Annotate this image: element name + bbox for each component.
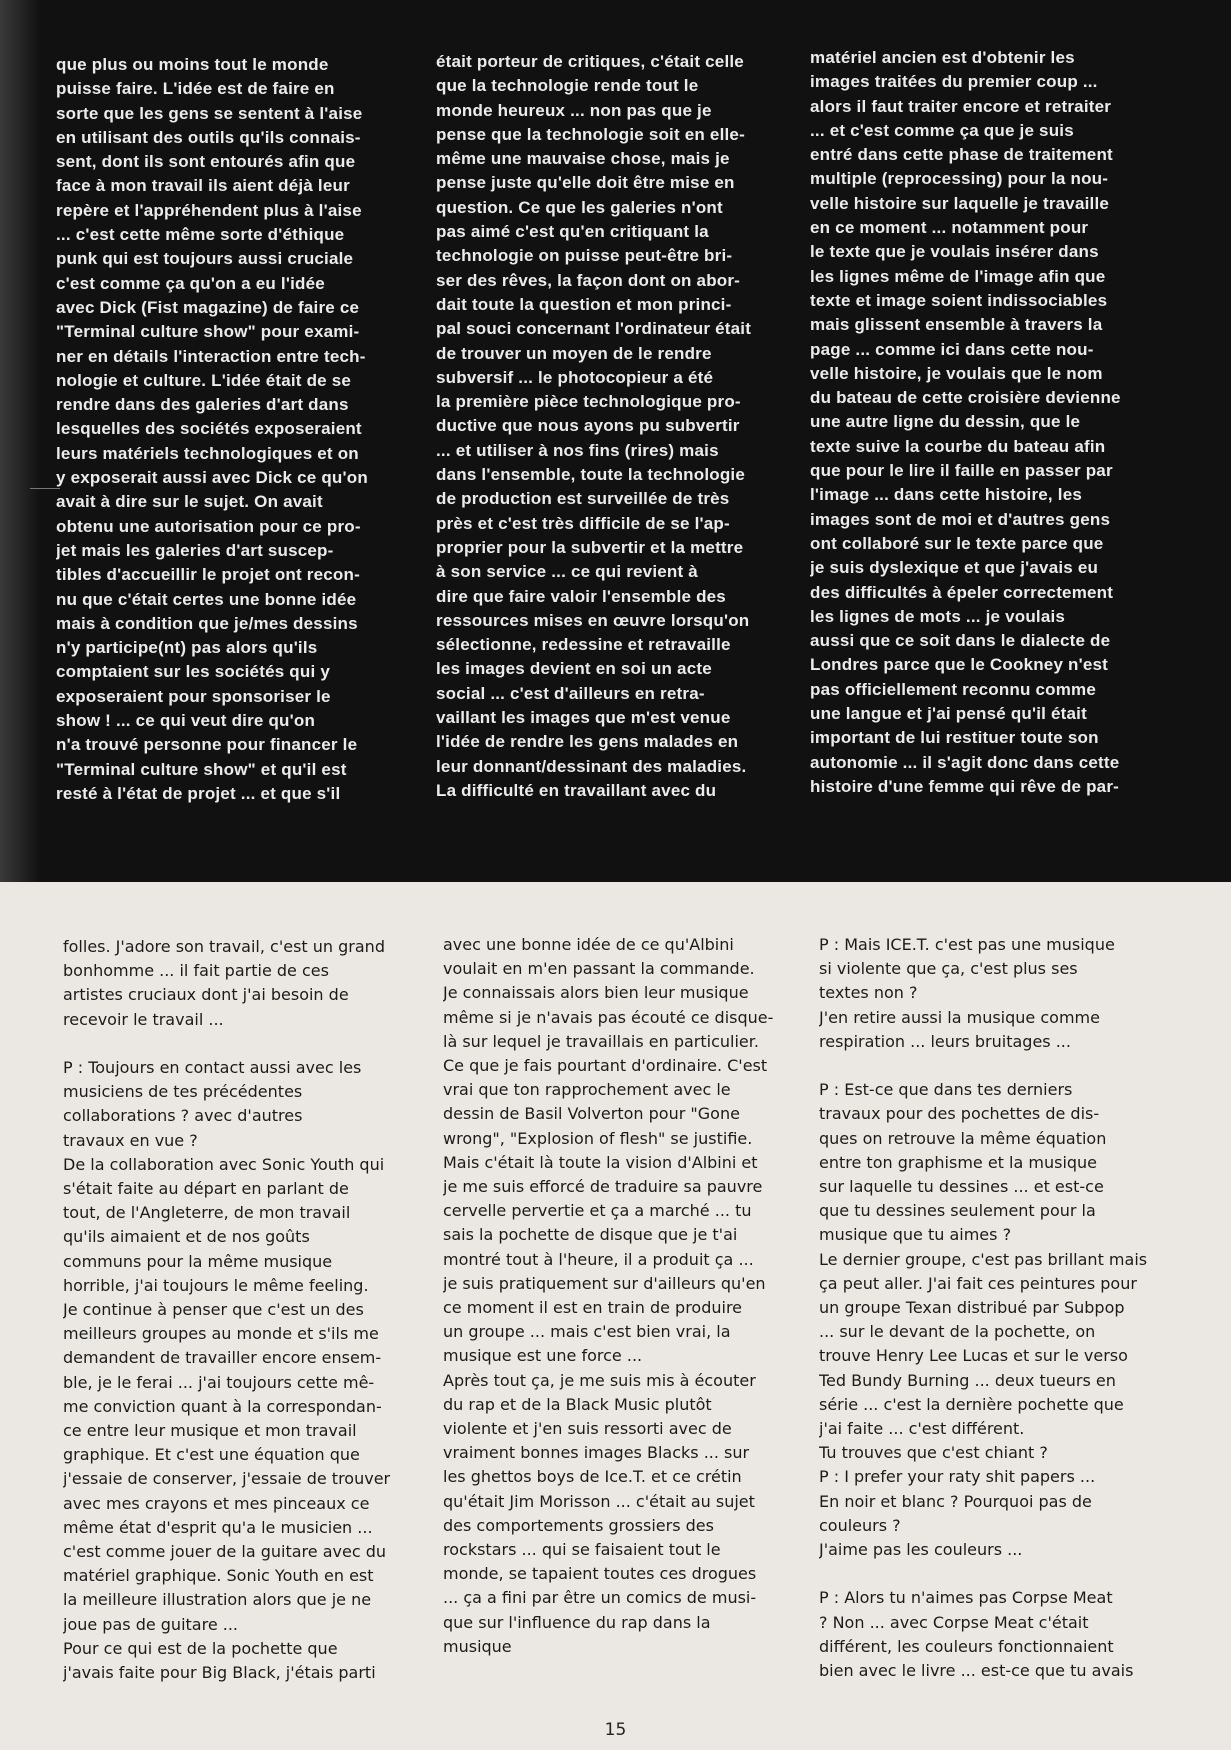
top-column-3: matériel ancien est d'obtenir les images traitées du premier coup ... alors il faut traiter encore et retraiter ... et c'est comme ça que je suis entré dans cette phase de traitement multiple (reprocessing) pour la nou- velle histoire sur laquelle je travaille en ce moment ... notamment pour le texte que je voulais insérer dans les lignes même de l'image afin que texte et image soient indissociables mais glissent ensemble à travers la page ... comme ici dans cette nou- velle histoire, je voulais que le nom du bateau de cette croisière devienne une autre ligne du dessin, que le texte suive la courbe du bateau afin que pour le lire il faille en passer par l'image ... dans cette histoire, les images sont de moi et d'autres gens ont collaboré sur le texte parce que je suis dyslexique et que j'avais eu des difficultés à épeler correctement les lignes de mots ... je voulais aussi que ce soit dans le dialecte de Londres parce que le Cookney n'est pas officiellement reconnu comme une langue et j'ai pensé qu'il était important de lui restituer toute son autonomie ... il s'agit donc dans cette histoire d'une femme qui rêve de par- [810, 48, 1121, 796]
top-column-2: était porteur de critiques, c'était celle que la technologie rende tout le monde heureux ... non pas que je pense que la technologie soit en elle- même une mauvaise chose, mais je pense juste qu'elle doit être mise en question. Ce que les galeries n'ont pas aimé c'est qu'en critiquant la technologie on puisse peut-être bri- ser des rêves, la façon dont on abor- dait toute la question et mon princi- pal souci concernant l'ordinateur était de trouver un moyen de le rendre subversif ... le photocopieur a été la première pièce technologique pro- ductive que nous ayons pu subvertir ... et utiliser à nos fins (rires) mais dans l'ensemble, toute la technologie de production est surveillée de très près et c'est très difficile de se l'ap- proprier pour la subvertir et la mettre à son service ... ce qui revient à dire que faire valoir l'ensemble des ressources mises en œuvre lorsqu'on sélectionne, redessine et retravaille les images devient en soi un acte social ... c'est d'ailleurs en retra- vaillant les images que m'est venue l'idée de rendre les gens malades en leur donnant/dessinant des maladies. La difficulté en travaillant avec du [436, 52, 752, 800]
top-column-1: que plus ou moins tout le monde puisse faire. L'idée est de faire en sorte que les gens se sentent à l'aise en utilisant des outils qu'ils connais- sent, dont ils sont entourés afin que face à mon travail ils aient déjà leur repère et l'appréhendent plus à l'aise ... c'est cette même sorte d'éthique punk qui est toujours aussi cruciale c'est comme ça qu'on a eu l'idée avec Dick (Fist magazine) de faire ce "Terminal culture show" pour exami- ner en détails l'interaction entre tech- nologie et culture. L'idée était de se rendre dans des galeries d'art dans lesquelles des sociétés exposeraient leurs matériels technologiques et on y exposerait aussi avec Dick ce qu'on avait à dire sur le sujet. On avait obtenu une autorisation pour ce pro- jet mais les galeries d'art suscep- tibles d'accueillir le projet ont recon- nu que c'était certes une bonne idée mais à condition que je/mes dessins n'y participe(nt) pas alors qu'ils comptaient sur les sociétés qui y exposeraient pour sponsoriser le show ! ... ce qui veut dire qu'on n'a trouvé personne pour financer le "Terminal culture show" et qu'il est resté à l'état de projet ... et que s'il [56, 55, 368, 803]
bottom-column-3: P : Mais ICE.T. c'est pas une musique si violente que ça, c'est plus ses textes non ? J'en retire aussi la musique comme respiration ... leurs bruitages ... P : Est-ce que dans tes derniers travaux pour des pochettes de dis- ques on retrouve la même équation entre ton graphisme et la musique sur laquelle tu dessines ... et est-ce que tu dessines seulement pour la musique que tu aimes ? Le dernier groupe, c'est pas brillant mais ça peut aller. J'ai fait ces peintures pour un groupe Texan distribué par Subpop ... sur le devant de la pochette, on trouve Henry Lee Lucas et sur le verso Ted Bundy Burning ... deux tueurs en série ... c'est la dernière pochette que j'ai faite ... c'est différent. Tu trouves que c'est chiant ? P : I prefer your raty shit papers ... En noir et blanc ? Pourquoi pas de couleurs ? J'aime pas les couleurs ... P : Alors tu n'aimes pas Corpse Meat ? Non ... avec Corpse Meat c'était différent, les couleurs fonctionnaient bien avec le livre ... est-ce que tu avais [819, 935, 1148, 1681]
page-number: 15 [604, 1720, 627, 1740]
bottom-column-2: avec une bonne idée de ce qu'Albini voulait en m'en passant la commande. Je connaissais alors bien leur musique même si je n'avais pas écouté ce disque- là sur lequel je travaillais en particulier. Ce que je fais pourtant d'ordinaire. C'est vrai que ton rapprochement avec le dessin de Basil Volverton pour "Gone wrong", "Explosion of flesh" se justifie. Mais c'était là toute la vision d'Albini et je me suis efforcé de traduire sa pauvre cervelle pervertie et ça a marché ... tu sais la pochette de disque que je t'ai montré tout à l'heure, il a produit ça ... je suis pratiquement sur d'ailleurs qu'en ce moment il est en train de produire un groupe ... mais c'est bien vrai, la musique est une force ... Après tout ça, je me suis mis à écouter du rap et de la Black Music plutôt violente et j'en suis ressorti avec de vraiment bonnes images Blacks ... sur les ghettos boys de Ice.T. et ce crétin qu'était Jim Morisson ... c'était au sujet des comportements grossiers des rockstars ... qui se faisaient tout le monde, se tapaient toutes ces drogues ... ça a fini par être un comics de musi- que sur l'influence du rap dans la musique [443, 935, 774, 1656]
bottom-column-1: folles. J'adore son travail, c'est un grand bonhomme ... il fait partie de ces artistes cruciaux dont j'ai besoin de recevoir le travail ... P : Toujours en contact aussi avec les musiciens de tes précédentes collaborations ? avec d'autres travaux en vue ? De la collaboration avec Sonic Youth qui s'était faite au départ en parlant de tout, de l'Angleterre, de mon travail qu'ils aimaient et de nos goûts communs pour la même musique horrible, j'ai toujours le même feeling. Je continue à penser que c'est un des meilleurs groupes au monde et s'ils me demandent de travailler encore ensem- ble, je le ferai ... j'ai toujours cette mê- me conviction quant à la correspondan- ce entre leur musique et mon travail graphique. Et c'est une équation que j'essaie de conserver, j'essaie de trouver avec mes crayons et mes pinceaux ce même état d'esprit qu'a le musicien ... c'est comme jouer de la guitare avec du matériel graphique. Sonic Youth en est la meilleure illustration alors que je ne joue pas de guitare ... Pour ce qui est de la pochette que j'avais faite pour Big Black, j'étais parti [63, 937, 391, 1683]
